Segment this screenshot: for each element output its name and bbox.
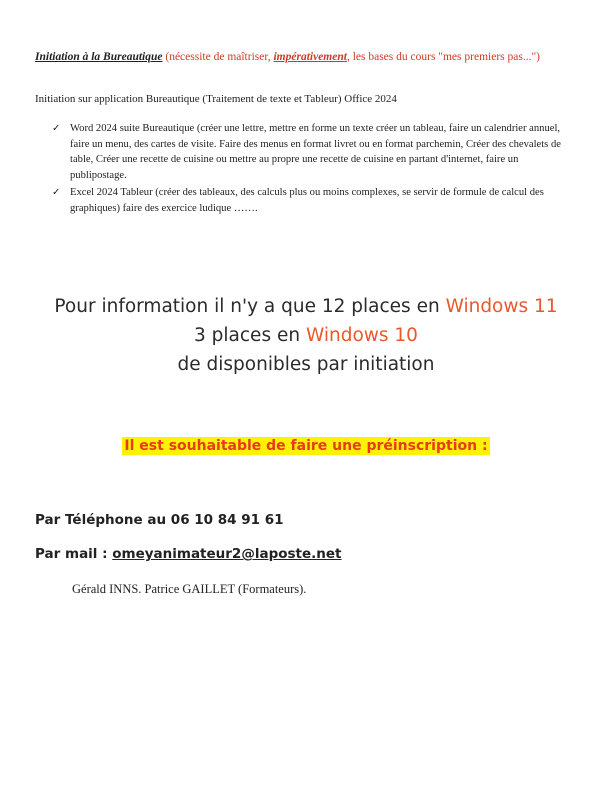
prerequisite-emphasis: impérativement: [273, 51, 347, 63]
places-info: [0, 292, 612, 379]
preregistration-notice: [0, 438, 612, 454]
trainers-line: Gérald INNS. Patrice GAILLET (Formateurs).: [72, 582, 307, 596]
course-title: Initiation à la Bureautique: [35, 51, 163, 63]
notice-highlight: Il est souhaitable de faire une préinscription :: [124, 438, 488, 454]
info-line-windows-11: [0, 292, 612, 321]
prerequisite-note-end: , les bases du cours "mes premiers pas..."): [346, 51, 540, 63]
phone-contact: [35, 512, 284, 528]
windows-10-label: Windows 10: [305, 325, 418, 346]
prerequisite-note-start: (nécessite de maîtriser,: [162, 51, 274, 63]
info-line-availability: de disponibles par initiation: [177, 354, 435, 375]
checkmark-icon: ✓: [52, 187, 61, 198]
list-item: [52, 185, 572, 216]
list-item: [52, 121, 572, 183]
info-text: Pour information il n'y a que 12 places en: [54, 296, 446, 317]
mail-label: Par mail :: [35, 546, 113, 562]
checkmark-icon: ✓: [52, 123, 61, 134]
phone-number: 06 10 84 91 61: [170, 512, 284, 528]
phone-label: Par Téléphone au: [35, 512, 171, 528]
course-heading: [35, 50, 580, 65]
info-text: 3 places en: [194, 325, 306, 346]
email-link[interactable]: omeyanimateur2@laposte.net: [112, 546, 342, 562]
course-subtitle: Initiation sur application Bureautique (Traitement de texte et Tableur) Office 2024: [35, 93, 397, 105]
topic-excel: Excel 2024 Tableur (créer des tableaux, des calculs plus ou moins complexes, se servir de formule de calcul des graphiques) faire des exercice ludique …….: [70, 187, 544, 214]
topic-word: Word 2024 suite Bureautique (créer une lettre, mettre en forme un texte créer un tableau, faire un calendrier annuel, faire un menu, des cartes de visite. Faire des menus en format livret ou en format parchemin, Créer des chevalets de table, Créer une recette de cuisine ou mettre au propre une recette de cuisine en partant d'internet, faire un publipostage.: [70, 123, 561, 181]
windows-11-label: Windows 11: [445, 296, 558, 317]
course-topics-list: [52, 121, 572, 218]
mail-contact: [35, 546, 342, 562]
info-line-windows-10: [0, 321, 612, 350]
